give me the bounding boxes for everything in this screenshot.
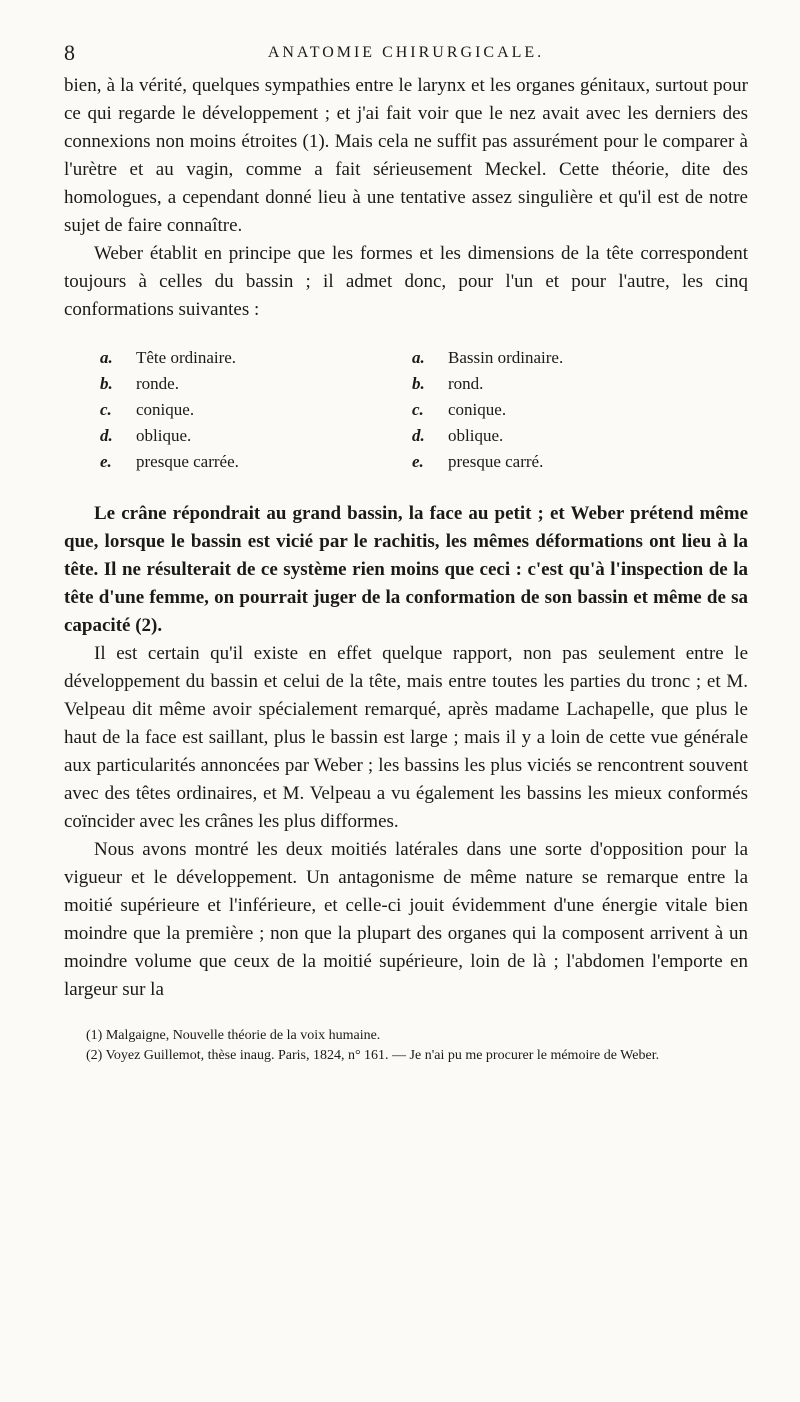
- head-form: conique.: [136, 400, 195, 419]
- running-title: ANATOMIE CHIRURGICALE.: [267, 44, 545, 61]
- table-row: [100, 426, 740, 452]
- row-letter: a.: [100, 348, 113, 367]
- paragraph-4: Il est certain qu'il existe en effet quelque rapport, non pas seulement entre le développement du bassin et celui de la tête, mais entre toutes les parties du tronc ; et M. Velpeau dit même avoir spécialement remarqué, après madame Lachapelle, que plus le haut de la face est saillant, plus le bassin est large ; mais il y a loin de cette vue générale aux particularités annoncées par Weber ; les bassins les plus viciés se rencontrent souvent avec des têtes ordinaires, et M. Velpeau a vu également les bassins les mieux conformés coïncider avec les crânes les plus difformes.: [64, 643, 748, 832]
- row-letter: e.: [100, 452, 112, 471]
- footnotes: [64, 1026, 748, 1066]
- row-letter: b.: [100, 374, 113, 393]
- head-form: oblique.: [136, 426, 192, 445]
- head-form: presque carrée.: [136, 452, 239, 471]
- paragraph-1: bien, à la vérité, quelques sympathies entre le larynx et les organes génitaux, surtout pour ce qui regarde le développement ; et j'ai fait voir que le nez avait avec les derniers des connexions non moins étroites (1). Mais cela ne suffit pas assurément pour le comparer à l'urètre et au vagin, comme a fait sérieusement Meckel. Cette théorie, dite des homologues, a cependant donné lieu à une tentative assez singulière et qu'il est de notre sujet de faire connaître.: [64, 75, 748, 236]
- pelvis-form: Bassin ordinaire.: [448, 348, 564, 367]
- row-letter: b.: [412, 374, 425, 393]
- pelvis-form: presque carré.: [448, 452, 544, 471]
- table-row: [100, 374, 740, 400]
- head-form: ronde.: [136, 374, 179, 393]
- pelvis-form: rond.: [448, 374, 484, 393]
- head-pelvis-table: [100, 348, 740, 478]
- pelvis-form: conique.: [448, 400, 507, 419]
- row-letter: e.: [412, 452, 424, 471]
- row-letter: d.: [100, 426, 113, 445]
- paragraph-5: Nous avons montré les deux moitiés latérales dans une sorte d'opposition pour la vigueur et le développement. Un antagonisme de même nature se remarque entre la moitié supérieure et l'inférieure, et celle-ci jouit évidemment d'une énergie vitale bien moindre que la première ; non que la plupart des organes qui la composent arrivent à un moindre volume que ceux de la moitié supérieure, loin de là ; l'abdomen l'emporte en largeur sur la: [64, 839, 748, 1000]
- row-letter: c.: [100, 400, 112, 419]
- page-number: 8: [64, 40, 75, 65]
- table-row: [100, 452, 740, 478]
- footnote-2: (2) Voyez Guillemot, thèse inaug. Paris, 1824, n° 161. — Je n'ai pu me procurer le mémoire de Weber.: [86, 1048, 660, 1063]
- table-row: [100, 348, 740, 374]
- paragraph-2: Weber établit en principe que les formes et les dimensions de la tête correspondent toujours à celles du bassin ; il admet donc, pour l'un et pour l'autre, les cinq conformations suivantes :: [64, 243, 748, 320]
- row-letter: a.: [412, 348, 425, 367]
- table-row: [100, 400, 740, 426]
- pelvis-form: oblique.: [448, 426, 504, 445]
- page-header: [64, 36, 748, 72]
- row-letter: c.: [412, 400, 424, 419]
- head-form: Tête ordinaire.: [136, 348, 237, 367]
- paragraph-3: Le crâne répondrait au grand bassin, la face au petit ; et Weber prétend même que, lorsque le bassin est vicié par le rachitis, les mêmes déformations ont lieu à la tête. Il ne résulterait de ce système rien moins que ceci : c'est qu'à l'inspection de la tête d'une femme, on pourrait juger de la conformation de son bassin et même de sa capacité (2).: [64, 503, 748, 636]
- footnote-1: (1) Malgaigne, Nouvelle théorie de la voix humaine.: [86, 1028, 381, 1043]
- row-letter: d.: [412, 426, 425, 445]
